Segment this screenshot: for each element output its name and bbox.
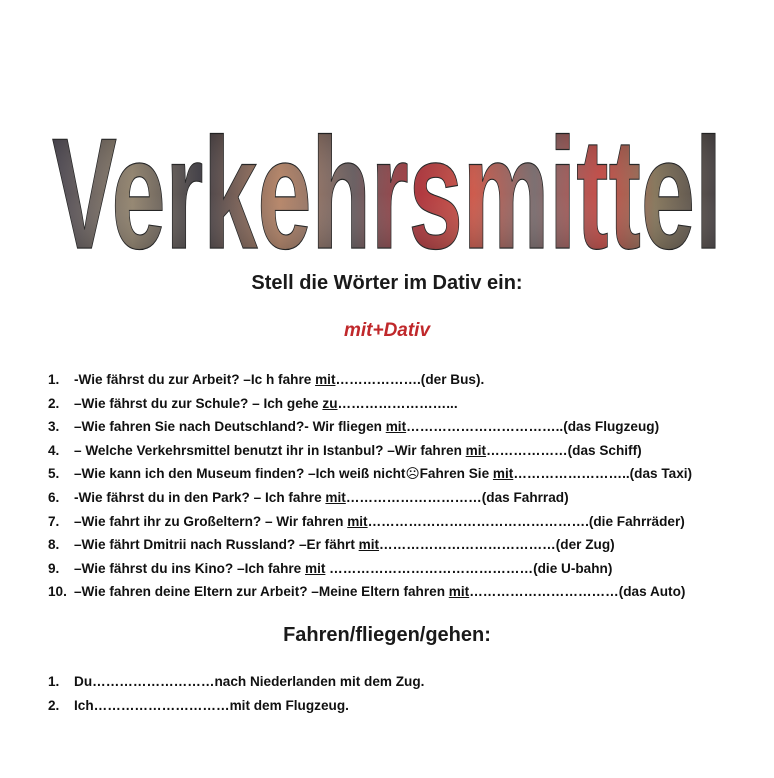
item-blank: ……………………………(das Auto) bbox=[469, 584, 686, 600]
grammar-rule: mit+Dativ bbox=[343, 320, 431, 341]
exercise-list bbox=[48, 368, 758, 604]
item-number: 6. bbox=[48, 489, 60, 505]
item-number: 7. bbox=[48, 513, 60, 529]
item-blank: ………………(das Schiff) bbox=[486, 442, 642, 458]
item-text: –Wie fährst du ins Kino? –Ich fahre bbox=[74, 560, 306, 576]
item-preposition: mit bbox=[385, 419, 407, 435]
item-number: 8. bbox=[48, 537, 60, 553]
item-blank: ………………………………………….(die Fahrräder) bbox=[367, 513, 685, 529]
item-number: 1. bbox=[48, 674, 60, 689]
list-item bbox=[48, 670, 758, 694]
item-text: Ich…………………………mit dem Flugzeug. bbox=[74, 697, 349, 713]
item-preposition: mit bbox=[448, 584, 470, 600]
item-number: 3. bbox=[48, 419, 60, 435]
title-text: Verkehrsmittel bbox=[52, 110, 722, 260]
item-text: –Wie fahren deine Eltern zur Arbeit? –Meine Eltern fahren bbox=[74, 584, 449, 600]
title-collage bbox=[47, 110, 727, 260]
title-shading: Verkehrsmittel bbox=[52, 110, 722, 260]
list-item bbox=[48, 368, 758, 392]
item-preposition: mit bbox=[347, 513, 368, 529]
list-item bbox=[48, 462, 758, 486]
item-number: 2. bbox=[48, 697, 60, 713]
item-text: –Wie fährst du zur Schule? – Ich gehe bbox=[74, 395, 323, 411]
exercise2-list bbox=[48, 670, 758, 717]
list-item bbox=[48, 439, 758, 463]
item-blank: ……………………………..(das Flugzeug) bbox=[406, 419, 660, 435]
item-blank: …………………………(das Fahrrad) bbox=[345, 489, 569, 505]
list-item bbox=[48, 486, 758, 510]
item-text: –Wie kann ich den Museum finden? –Ich weiß nicht☹Fahren Sie bbox=[74, 466, 493, 482]
item-text: – Welche Verkehrsmittel benutzt ihr in Istanbul? –Wir fahren bbox=[74, 442, 466, 458]
item-number: 5. bbox=[48, 466, 60, 482]
item-preposition: mit bbox=[492, 466, 514, 482]
item-preposition: mit bbox=[325, 489, 346, 505]
item-text: –Wie fahren Sie nach Deutschland?- Wir fliegen bbox=[74, 419, 386, 435]
item-preposition: zu bbox=[322, 395, 338, 411]
list-item bbox=[48, 533, 758, 557]
item-preposition: mit bbox=[465, 442, 487, 458]
item-number: 2. bbox=[48, 395, 60, 411]
list-item bbox=[48, 510, 758, 534]
item-number: 4. bbox=[48, 442, 60, 458]
item-text: -Wie fährst du in den Park? – Ich fahre bbox=[74, 489, 326, 505]
item-text: Du………………………nach Niederlanden mit dem Zug. bbox=[74, 674, 425, 689]
instruction-heading: Stell die Wörter im Dativ ein: bbox=[251, 272, 523, 294]
item-text: –Wie fährt Dmitrii nach Russland? –Er fährt bbox=[74, 537, 359, 553]
list-item bbox=[48, 557, 758, 581]
item-blank: ……………………... bbox=[337, 395, 458, 411]
list-item bbox=[48, 415, 758, 439]
item-blank: ……………………..(das Taxi) bbox=[513, 466, 693, 482]
item-preposition: mit bbox=[358, 537, 380, 553]
title-banner bbox=[0, 110, 774, 260]
item-number: 1. bbox=[48, 372, 60, 387]
item-text: –Wie fahrt ihr zu Großeltern? – Wir fahren bbox=[74, 513, 348, 529]
list-item bbox=[48, 694, 758, 718]
section-heading: Fahren/fliegen/gehen: bbox=[283, 624, 491, 646]
list-item bbox=[48, 580, 758, 604]
item-blank: ……………….(der Bus). bbox=[335, 372, 485, 387]
item-preposition: mit bbox=[315, 372, 336, 387]
list-item bbox=[48, 392, 758, 416]
item-number: 9. bbox=[48, 560, 60, 576]
item-preposition: mit bbox=[305, 560, 326, 576]
item-blank: ………………………………………(die U-bahn) bbox=[325, 560, 613, 576]
item-number: 10. bbox=[48, 584, 67, 600]
item-blank: …………………………………(der Zug) bbox=[379, 537, 615, 553]
item-text: -Wie fährst du zur Arbeit? –Ic h fahre bbox=[74, 372, 316, 387]
